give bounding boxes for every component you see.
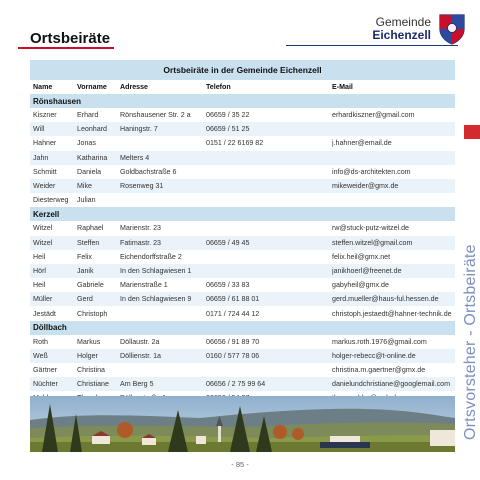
col-header-first-name: Vorname — [77, 83, 107, 91]
cell-email: felix.heil@gmx.net — [332, 252, 391, 261]
cell-first-name: Janik — [77, 266, 94, 275]
cell-address: Marienstraße 1 — [120, 281, 168, 290]
cell-email: christina.m.gaertner@gmx.de — [332, 366, 426, 375]
table-row — [30, 179, 455, 193]
title-underline-blue — [286, 45, 458, 46]
cell-first-name: Katharina — [77, 153, 108, 162]
cell-name: Weß — [33, 351, 48, 360]
page-number: - 85 - — [231, 460, 249, 469]
cell-phone: 06659 / 33 83 — [206, 281, 250, 290]
cell-first-name: Erhard — [77, 111, 99, 120]
municipality-brand — [372, 16, 431, 42]
cell-name: Diesterweg — [33, 196, 69, 205]
cell-phone: 0171 / 724 44 12 — [206, 309, 260, 318]
cell-address: In den Schlagwiesen 9 — [120, 295, 192, 304]
cell-name: Hörl — [33, 266, 47, 275]
table-row — [30, 151, 455, 165]
council-table — [30, 60, 455, 406]
cell-first-name: Daniela — [77, 167, 102, 176]
cell-first-name: Steffen — [77, 238, 100, 247]
cell-address: Goldbachstraße 6 — [120, 167, 177, 176]
cell-email: j.hahner@email.de — [332, 139, 392, 148]
cell-email: danielundchristiane@googlemail.com — [332, 380, 451, 389]
cell-address: Eichendorffstraße 2 — [120, 252, 182, 261]
cell-email: janikhoerl@freenet.de — [332, 266, 402, 275]
cell-name: Hahner — [33, 139, 57, 148]
col-header-email: E-Mail — [332, 83, 353, 91]
cell-email: rw@stuck-putz-witzel.de — [332, 224, 409, 233]
chapter-tab-marker — [464, 125, 480, 139]
landscape-photo — [30, 396, 455, 452]
cell-first-name: Jonas — [77, 139, 96, 148]
table-row — [30, 136, 455, 150]
table-row — [30, 236, 455, 250]
table-row — [30, 165, 455, 179]
table-row — [30, 108, 455, 122]
title-underline-red — [18, 47, 114, 49]
table-row — [30, 264, 455, 278]
cell-email: steffen.witzel@gmail.com — [332, 238, 413, 247]
cell-name: Witzel — [33, 224, 53, 233]
brand-line-eichenzell: Eichenzell — [372, 28, 431, 42]
cell-email: erhardkiszner@gmail.com — [332, 111, 415, 120]
cell-name: Witzel — [33, 238, 53, 247]
cell-first-name: Christina — [77, 366, 105, 375]
cell-name: Jahn — [33, 153, 49, 162]
cell-first-name: Christiane — [77, 380, 109, 389]
group-name: Kerzell — [33, 209, 60, 219]
cell-first-name: Gabriele — [77, 281, 104, 290]
cell-name: Kiszner — [33, 111, 57, 120]
cell-name: Nüchter — [33, 380, 58, 389]
cell-phone: 0160 / 577 78 06 — [206, 351, 260, 360]
cell-email: info@ds-architekten.com — [332, 167, 411, 176]
cell-first-name: Mike — [77, 182, 92, 191]
cell-phone: 06656 / 91 89 70 — [206, 337, 260, 346]
cell-email: christoph.jestaedt@hahner-technik.de — [332, 309, 452, 318]
cell-name: Heil — [33, 252, 46, 261]
table-row — [30, 292, 455, 306]
cell-phone: 06659 / 49 45 — [206, 238, 250, 247]
table-body — [30, 94, 455, 406]
cell-name: Heil — [33, 281, 46, 290]
col-header-phone: Telefon — [206, 83, 231, 91]
table-row — [30, 306, 455, 320]
cell-address: Haningstr. 7 — [120, 125, 158, 134]
cell-name: Jestädt — [33, 309, 56, 318]
cell-name: Weider — [33, 182, 56, 191]
table-row — [30, 221, 455, 235]
cell-email: holger-rebecc@t-online.de — [332, 351, 416, 360]
table-row — [30, 250, 455, 264]
cell-address: Am Berg 5 — [120, 380, 154, 389]
table-row — [30, 335, 455, 349]
cell-first-name: Markus — [77, 337, 101, 346]
table-row — [30, 193, 455, 207]
cell-first-name: Holger — [77, 351, 98, 360]
cell-address: In den Schlagwiesen 1 — [120, 266, 192, 275]
group-header-row — [30, 321, 455, 335]
cell-email: gerd.mueller@haus-ful.hessen.de — [332, 295, 439, 304]
table-row — [30, 377, 455, 391]
group-name: Rönshausen — [33, 96, 82, 106]
brand-line-gemeinde: Gemeinde — [375, 15, 431, 29]
col-header-address: Adresse — [120, 83, 148, 91]
cell-address: Rosenweg 31 — [120, 182, 164, 191]
group-name: Döllbach — [33, 323, 67, 333]
cell-address: Döllienstr. 1a — [120, 351, 162, 360]
table-header-row — [30, 80, 455, 94]
cell-name: Gärtner — [33, 366, 58, 375]
table-caption: Ortsbeiräte in der Gemeinde Eichenzell — [30, 60, 455, 80]
page-title: Ortsbeiräte — [30, 30, 111, 47]
side-chapter-label: Ortsvorsteher - Ortsbeiräte — [462, 244, 479, 440]
cell-phone: 0151 / 22 6169 82 — [206, 139, 264, 148]
cell-address: Melters 4 — [120, 153, 150, 162]
cell-name: Will — [33, 125, 45, 134]
table-row — [30, 349, 455, 363]
cell-phone: 06659 / 61 88 01 — [206, 295, 260, 304]
col-header-name: Name — [33, 83, 53, 91]
cell-phone: 06659 / 51 25 — [206, 125, 250, 134]
table-row — [30, 363, 455, 377]
cell-name: Schmitt — [33, 167, 57, 176]
table-row — [30, 278, 455, 292]
cell-first-name: Leonhard — [77, 125, 107, 134]
cell-phone: 06656 / 2 75 99 64 — [206, 380, 266, 389]
group-header-row — [30, 207, 455, 221]
cell-address: Fatimastr. 23 — [120, 238, 161, 247]
cell-first-name: Julian — [77, 196, 96, 205]
cell-email: markus.roth.1976@gmail.com — [332, 337, 427, 346]
cell-first-name: Felix — [77, 252, 92, 261]
cell-name: Roth — [33, 337, 48, 346]
cell-email: gabyheil@gmx.de — [332, 281, 389, 290]
cell-address: Marienstr. 23 — [120, 224, 162, 233]
group-header-row — [30, 94, 455, 108]
cell-email: mikeweider@gmx.de — [332, 182, 399, 191]
cell-address: Rönshausener Str. 2 a — [120, 111, 191, 120]
table-row — [30, 122, 455, 136]
cell-first-name: Christoph — [77, 309, 108, 318]
cell-name: Müller — [33, 295, 53, 304]
cell-first-name: Raphael — [77, 224, 104, 233]
cell-phone: 06659 / 35 22 — [206, 111, 250, 120]
cell-address: Döllaustr. 2a — [120, 337, 160, 346]
cell-first-name: Gerd — [77, 295, 93, 304]
coat-of-arms-icon — [438, 13, 466, 45]
